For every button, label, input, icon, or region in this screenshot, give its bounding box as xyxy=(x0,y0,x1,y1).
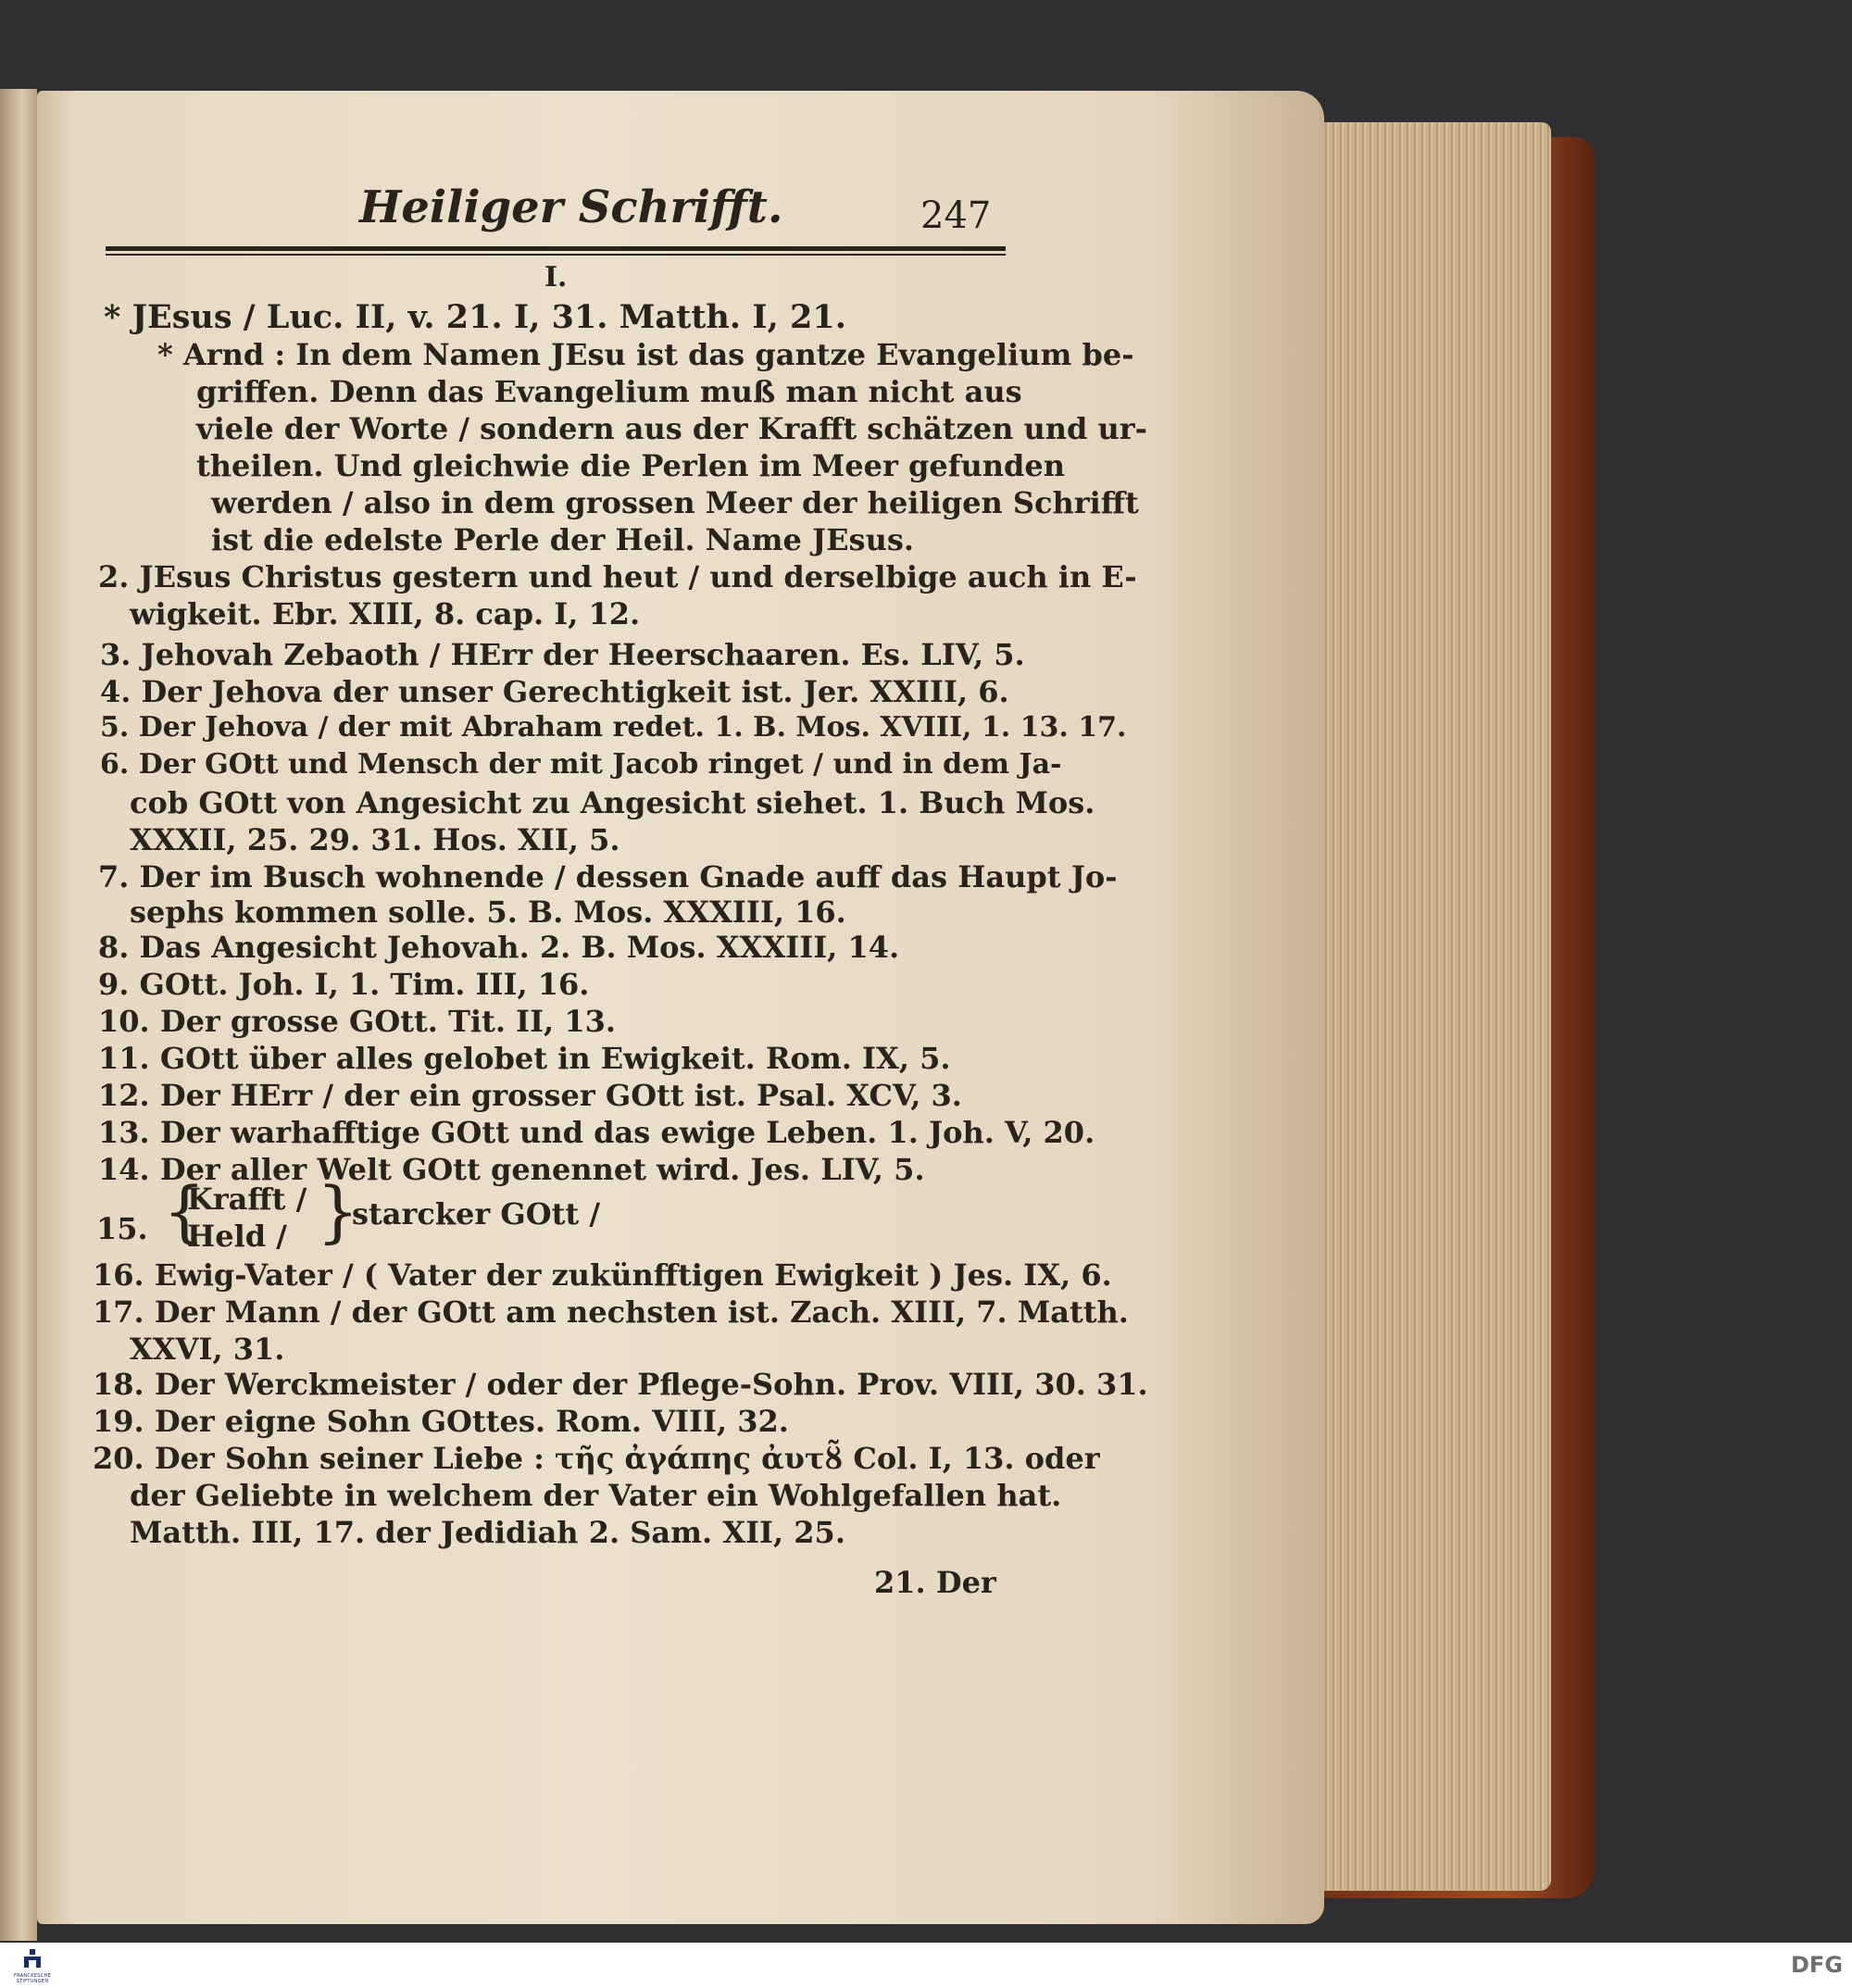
entry-15-number: 15. xyxy=(96,1211,148,1246)
running-head: Heiliger Schrifft. xyxy=(359,181,783,233)
entry-line: 4. Der Jehova der unser Gerechtigkeit ist. Jer. XXIII, 6. xyxy=(100,674,1009,709)
header-rule xyxy=(106,246,1006,251)
entry-line: XXXII, 25. 29. 31. Hos. XII, 5. xyxy=(130,822,620,857)
entry-line: viele der Worte / sondern aus der Krafft schätzen und ur- xyxy=(196,411,1147,446)
entry-line: griffen. Denn das Evangelium muß man nicht aus xyxy=(196,374,1022,409)
dfg-logo: DFG xyxy=(1791,1952,1844,1978)
logo-caption: FRANCKESCHE STIFTUNGEN xyxy=(13,1973,52,1984)
logo-icon xyxy=(11,1945,54,1973)
entry-15-bottom: Held / xyxy=(187,1219,287,1254)
entry-line: 14. Der aller Welt GOtt genennet wird. Jes. LIV, 5. xyxy=(98,1152,925,1187)
entry-line: 7. Der im Busch wohnende / dessen Gnade auff das Haupt Jo- xyxy=(98,859,1118,894)
entry-line: 20. Der Sohn seiner Liebe : τῆς ἀγάπης ἀυτȣ̃ Col. I, 13. oder xyxy=(93,1441,1100,1476)
right-brace: } xyxy=(317,1172,359,1250)
page-block-edge xyxy=(1315,122,1551,1891)
entry-line: 17. Der Mann / der GOtt am nechsten ist. Zach. XIII, 7. Matth. xyxy=(93,1294,1129,1330)
entry-line: ist die edelste Perle der Heil. Name JEsus. xyxy=(211,522,914,557)
entry-line: cob GOtt von Angesicht zu Angesicht siehet. 1. Buch Mos. xyxy=(130,785,1095,820)
entry-line: 3. Jehovah Zebaoth / HErr der Heerschaaren. Es. LIV, 5. xyxy=(100,637,1025,672)
header-rule-thin xyxy=(106,254,1006,256)
catchword: 21. Der xyxy=(874,1565,996,1600)
entry-line: 18. Der Werckmeister / oder der Pflege-Sohn. Prov. VIII, 30. 31. xyxy=(93,1367,1148,1402)
facing-page-edge xyxy=(0,89,37,1941)
entry-15-rest: starcker GOtt / xyxy=(352,1196,600,1232)
entry-line: 6. Der GOtt und Mensch der mit Jacob ringet / und in dem Ja- xyxy=(100,748,1062,781)
entry-line: 9. GOtt. Joh. I, 1. Tim. III, 16. xyxy=(98,967,590,1002)
section-heading: I. xyxy=(544,261,568,294)
entry-line: 5. Der Jehova / der mit Abraham redet. 1. B. Mos. XVIII, 1. 13. 17. xyxy=(100,711,1127,744)
left-brace: { xyxy=(163,1172,206,1250)
entry-line: wigkeit. Ebr. XIII, 8. cap. I, 12. xyxy=(130,596,641,631)
entry-line: 8. Das Angesicht Jehovah. 2. B. Mos. XXXIII, 14. xyxy=(98,930,900,965)
page-number: 247 xyxy=(920,194,992,237)
entry-line: werden / also in dem grossen Meer der heiligen Schrifft xyxy=(211,485,1139,520)
entry-line: 12. Der HErr / der ein grosser GOtt ist. Psal. XCV, 3. xyxy=(98,1078,962,1113)
entry-line: 19. Der eigne Sohn GOttes. Rom. VIII, 32. xyxy=(93,1404,789,1439)
entry-line: * JEsus / Luc. II, v. 21. I, 31. Matth. I, 21. xyxy=(104,298,846,336)
entry-line: 10. Der grosse GOtt. Tit. II, 13. xyxy=(98,1004,616,1039)
entry-line: sephs kommen solle. 5. B. Mos. XXXIII, 16. xyxy=(130,894,846,930)
entry-line: 11. GOtt über alles gelobet in Ewigkeit. Rom. IX, 5. xyxy=(98,1041,951,1076)
entry-line: * Arnd : In dem Namen JEsu ist das gantze Evangelium be- xyxy=(157,337,1134,372)
viewer-footer xyxy=(0,1943,1852,1988)
entry-line: 16. Ewig-Vater / ( Vater der zukünfftigen Ewigkeit ) Jes. IX, 6. xyxy=(93,1257,1112,1293)
entry-line: 2. JEsus Christus gestern und heut / und derselbige auch in E- xyxy=(98,559,1137,594)
entry-line: theilen. Und gleichwie die Perlen im Meer gefunden xyxy=(196,448,1066,483)
entry-15-top: Krafft / xyxy=(187,1182,307,1217)
entry-line: der Geliebte in welchem der Vater ein Wohlgefallen hat. xyxy=(130,1478,1062,1513)
entry-line: Matth. III, 17. der Jedidiah 2. Sam. XII, 25. xyxy=(130,1515,845,1550)
entry-line: XXVI, 31. xyxy=(130,1332,285,1367)
entry-line: 13. Der warhafftige GOtt und das ewige Leben. 1. Joh. V, 20. xyxy=(98,1115,1095,1150)
